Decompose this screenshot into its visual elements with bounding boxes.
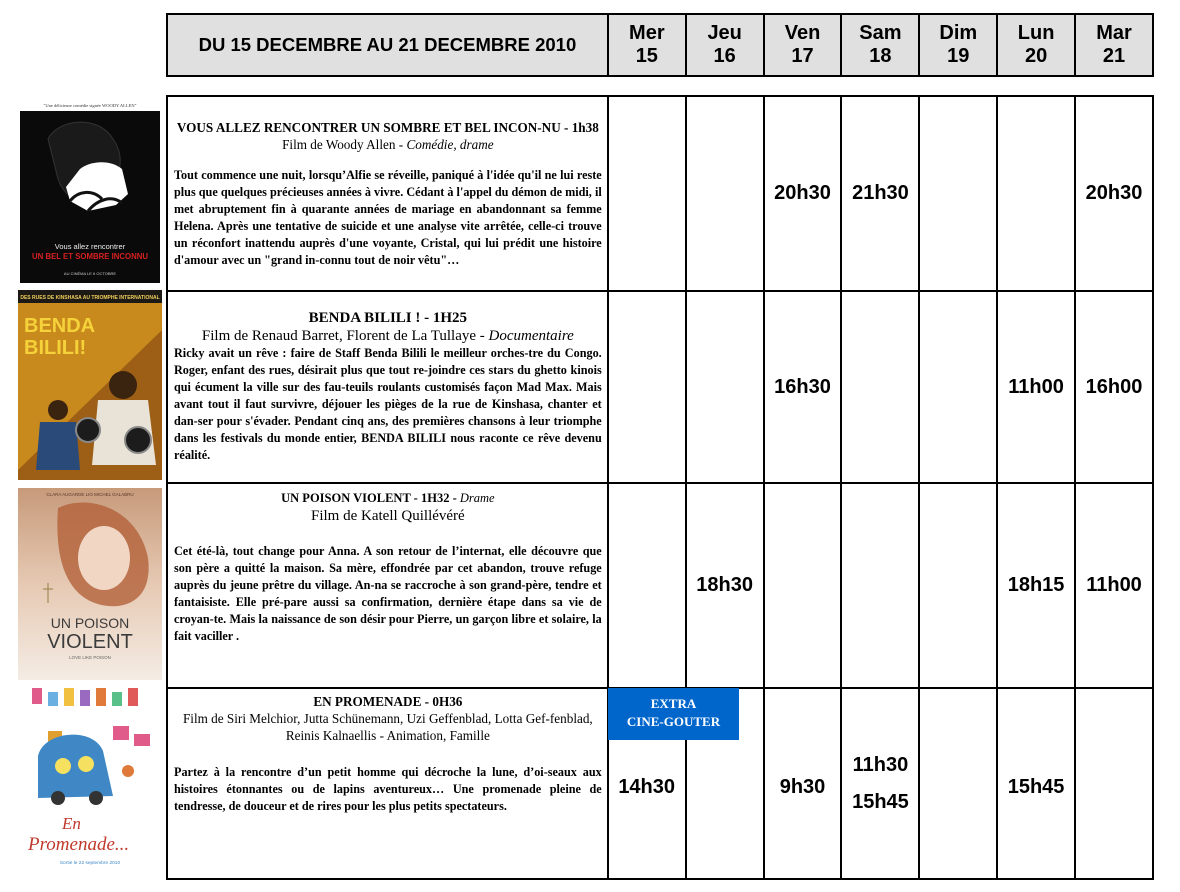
week-range-title: DU 15 DECEMBRE AU 21 DECEMBRE 2010 xyxy=(167,14,608,76)
movie-credit: Film de Renaud Barret, Florent de La Tullaye - Documentaire xyxy=(201,328,574,344)
showtime-cell: 14h30 xyxy=(608,688,686,879)
movie-description xyxy=(167,688,608,879)
poster-title-line2: VIOLENT xyxy=(47,631,133,653)
day-header-mer: Mer 15 xyxy=(608,14,686,76)
poster-un-poison-violent xyxy=(18,488,162,680)
poster-title-line1: En xyxy=(62,814,81,833)
movie-genre: Drame xyxy=(459,491,495,505)
poster-title-line2: Promenade... xyxy=(28,834,130,855)
poster-tagline: "Une délicieuse comédie signée WOODY ALLEN" xyxy=(43,103,137,108)
showtime-cell xyxy=(841,291,919,483)
poster-title-line2: BILILI! xyxy=(24,337,87,359)
showtime-cell: 15h45 xyxy=(997,688,1075,879)
showtime-cell: 11h00 xyxy=(1075,483,1153,688)
showtime-cell xyxy=(686,96,764,291)
movie-credit: Film de Woody Allen - Comédie, drame xyxy=(282,136,494,152)
showtime-value: 11h30 xyxy=(852,753,909,776)
showtime-cell: 20h30 xyxy=(1075,96,1153,291)
movie-title: UN POISON VIOLENT - 1H32 - Drame xyxy=(281,491,495,505)
poster-release: Sortie le 22 septembre 2010 xyxy=(59,861,121,866)
movie-row xyxy=(167,483,1153,688)
day-header-ven: Ven 17 xyxy=(764,14,842,76)
showtime-cell xyxy=(841,688,919,879)
showtime-cell: 18h15 xyxy=(997,483,1075,688)
movie-synopsis: Partez à la rencontre d’un petit homme qui décroche la lune, d’oi-seaux aux histoires étonnantes ou de lapins aventureux… Une promenade pleine de tendresse, de douceur et de rires pour les plus petits spectateurs. xyxy=(174,765,602,813)
movie-synopsis: Cet été-là, tout change pour Anna. A son retour de l’internat, elle découvre que son père a quitté la maison. Sa mère, effondrée par cet abandon, trouve refuge auprès du jeune prêtre du village. An-na se raccroche à son grand-père, tendre et fantaisiste. Elle pré-pare aussi sa confirmation, dernière étape dans sa vie de croyan-te. Mais la naissance de son désir pour Pierre, un garçon libre et solaire, la fait vaciller . xyxy=(174,544,602,643)
movie-title: EN PROMENADE - 0H36 xyxy=(313,694,463,709)
showtime-cell: 18h30 xyxy=(686,483,764,688)
movie-synopsis: Tout commence une nuit, lorsqu’Alfie se réveille, paniqué à l'idée qu'il ne lui reste plus que quelques précieuses années à vivre. Cédant à l'appel du démon de midi, il met abruptement fin à quarante années de mariage en abandonnant sa femme Helena. Après une tentative de suicide et une analyse vite arrêtée, celle-ci trouve un réconfort inattendu auprès d'une voyante, Cristal, qui lui prédit une histoire d'amour avec un "grand in-connu tout de noir vêtu"… xyxy=(174,167,602,267)
poster-subtitle: LOVE LIKE POISON xyxy=(69,655,111,660)
showtime-cell xyxy=(919,688,997,879)
showtime-cell xyxy=(1075,688,1153,879)
showtime-cell xyxy=(686,291,764,483)
movie-credit: Film de Katell Quillévéré xyxy=(311,508,465,524)
poster-benda-bilili xyxy=(18,290,162,480)
movie-description xyxy=(167,96,608,291)
showtime-cell: 11h00 xyxy=(997,291,1075,483)
movie-title: VOUS ALLEZ RENCONTRER UN SOMBRE ET BEL INCON-NU - 1h38 xyxy=(176,119,599,135)
day-header-jeu: Jeu 16 xyxy=(686,14,764,76)
movie-synopsis: Ricky avait un rêve : faire de Staff Benda Bilili le meilleur orches-tre du Congo. Roger, enfant des rues, désirait plus que tout re-joindre ces stars du ghetto kinois qui écument la ville sur des fau-teuils roulants customisés façon Mad Max. Mais avant tout il faut survivre, déjouer les pièges de la rue de Kinshasa, chanter et dan-ser pour s'évader. Pendant cinq ans, des premières chansons à leur triomphe dans les festivals du monde entier, BENDA BILILI nous raconte ce rêve devenu réalité. xyxy=(174,346,602,462)
showtime-cell: 20h30 xyxy=(764,96,842,291)
showtime-cell: 9h30 xyxy=(764,688,842,879)
movie-description xyxy=(167,291,608,483)
day-header-dim: Dim 19 xyxy=(919,14,997,76)
day-header-mar: Mar 21 xyxy=(1075,14,1153,76)
movie-credit: Film de Siri Melchior, Jutta Schünemann, Uzi Geffenblad, Lotta Gef-fenblad, Reinis Kalnaellis - Animation, Famille xyxy=(182,711,593,743)
poster-cast: CLARA AUGARDE LIO MICHEL GALABRU xyxy=(46,492,134,497)
schedule-table xyxy=(166,95,1154,880)
showtime-cell xyxy=(764,483,842,688)
day-header-sam: Sam 18 xyxy=(841,14,919,76)
showtime-value: 15h45 xyxy=(852,790,909,813)
poster-release: AU CINÉMA LE 6 OCTOBRE xyxy=(63,271,117,276)
extra-cine-gouter-badge: EXTRA CINE-GOUTER xyxy=(608,688,739,740)
week-header xyxy=(166,13,1154,77)
poster-banner: DES RUES DE KINSHASA AU TRIOMPHE INTERNATIONAL xyxy=(20,295,160,301)
poster-title-line2: UN BEL ET SOMBRE INCONNU xyxy=(32,252,148,261)
showtime-cell xyxy=(608,96,686,291)
movie-description xyxy=(167,483,608,688)
showtime-cell xyxy=(608,483,686,688)
showtime-cell xyxy=(997,96,1075,291)
poster-title-line1: BENDA xyxy=(24,315,96,337)
poster-vous-allez-rencontrer xyxy=(18,99,162,283)
showtime-cell xyxy=(841,483,919,688)
showtime-cell: 21h30 xyxy=(841,96,919,291)
showtime-cell xyxy=(608,291,686,483)
movie-title: BENDA BILILI ! - 1H25 xyxy=(308,310,468,326)
movie-genre: Comédie, drame xyxy=(406,136,494,152)
showtime-cell: 16h00 xyxy=(1075,291,1153,483)
showtime-cell xyxy=(919,291,997,483)
day-header-lun: Lun 20 xyxy=(997,14,1075,76)
movie-row xyxy=(167,96,1153,291)
poster-title-line1: Vous allez rencontrer xyxy=(54,242,126,251)
poster-en-promenade xyxy=(18,686,162,882)
poster-title-line1: UN POISON xyxy=(50,615,130,631)
showtime-cell: 16h30 xyxy=(764,291,842,483)
movie-row xyxy=(167,291,1153,483)
showtime-cell xyxy=(919,96,997,291)
movie-genre: Documentaire xyxy=(488,328,574,344)
showtime-cell xyxy=(919,483,997,688)
